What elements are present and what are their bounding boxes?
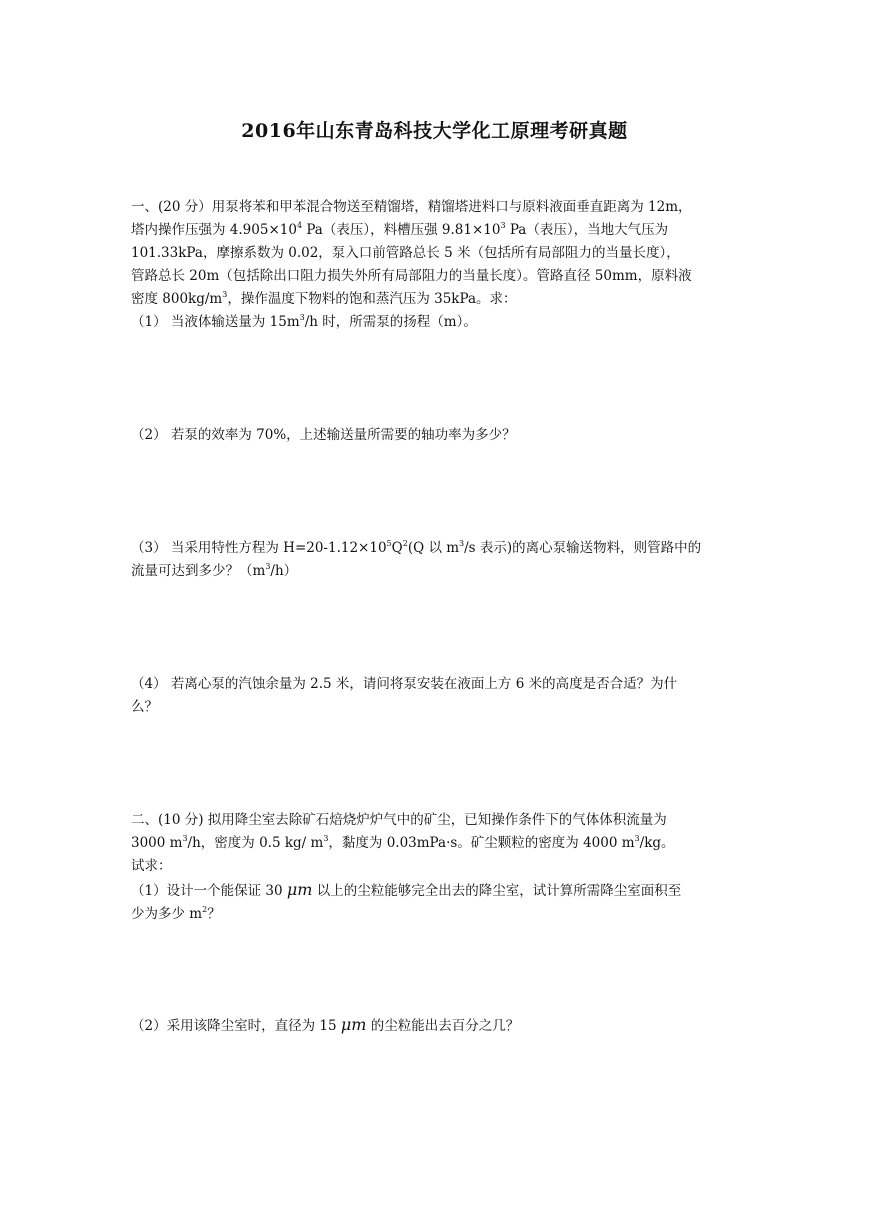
document-title: 2016年山东青岛科技大学化工原理考研真题 (241, 120, 628, 142)
q2-sub1-text-a: （1）设计一个能保证 30 (131, 883, 287, 899)
q1-subquestion-2: （2） 若泵的效率为 70%，上述输送量所需要的轴功率为多少？ (131, 427, 516, 443)
q2-line-2-text-b: /h，密度为 0.5 kg/ m (187, 835, 324, 851)
q1-line-2-text-a: 塔内操作压强为 4.905×10 (131, 222, 297, 238)
q1-line-5-text-b: ，操作温度下物料的饱和蒸汽压为 35kPa。求： (227, 291, 517, 307)
q1-line-2-text-b: Pa（表压），料槽压强 9.81×10 (302, 222, 501, 238)
q1-subquestion-3-line-2 (131, 560, 739, 583)
q1-line-2 (131, 219, 739, 242)
q2-subquestion-1-line-2 (131, 903, 739, 926)
q1-sub3-text-d: /s 表示)的离心泵输送物料，则管路中的 (464, 540, 702, 556)
q1-line-2-exponent-1: 4 (296, 221, 303, 230)
q1-sub3-exponent-1: 5 (386, 539, 392, 548)
q2-sub1-line-2-text-a: 少为多少 m (131, 906, 203, 922)
q1-sub3-line-2-text-a: 流量可达到多少？（m (131, 563, 266, 579)
q2-line-3: 试求： (131, 858, 172, 874)
q2-line-2-text-c: ，黏度为 0.03mPa·s。矿尘颗粒的密度为 4000 m (328, 835, 635, 851)
q1-sub3-line-2-exponent: 3 (265, 562, 271, 571)
q2-subquestion-2 (131, 1013, 739, 1038)
q2-line-2-exponent-2: 3 (323, 834, 329, 843)
question-1-sub-4 (131, 673, 739, 719)
q1-line-2-exponent-2: 3 (500, 221, 506, 230)
q1-subquestion-4-line-1: （4） 若离心泵的汽蚀余量为 2.5 米，请问将泵安装在液面上方 6 米的高度是否合适？为什 (131, 676, 678, 692)
q2-sub2-text-b: 的尘粒能出去百分之几？ (366, 1018, 520, 1034)
micrometer-unit: μm (340, 1015, 367, 1034)
q1-subquestion-3-line-1 (131, 537, 739, 560)
q1-sub1-text-b: /h 时，所需泵的扬程（m）。 (304, 314, 477, 330)
q1-sub3-text-b: Q (391, 540, 403, 556)
q2-line-1: 二、(10 分) 拟用降尘室去除矿石焙烧炉炉气中的矿尘，已知操作条件下的气体体积流量为 (131, 812, 667, 828)
q1-sub3-exponent-3: 3 (459, 539, 465, 548)
q1-line-2-text-c: Pa（表压），当地大气压为 (505, 222, 669, 238)
q2-line-2 (131, 832, 739, 855)
q1-sub3-text-a: （3） 当采用特性方程为 H=20-1.12×10 (131, 540, 387, 556)
q2-line-2-text-a: 3000 m (131, 835, 183, 851)
q1-sub3-text-c: (Q 以 m (407, 540, 460, 556)
q2-sub1-line-2-text-b: ？ (207, 906, 221, 922)
q2-line-2-text-d: /kg。 (639, 835, 675, 851)
q1-sub1-exponent: 3 (299, 313, 305, 322)
q2-subquestion-1-line-1 (131, 878, 739, 903)
q1-subquestion-4-line-2: 么？ (131, 699, 158, 715)
q2-line-2-exponent-1: 3 (182, 834, 188, 843)
q1-subquestion-1 (131, 311, 739, 334)
q1-line-1: 一、(20 分）用泵将苯和甲苯混合物送至精馏塔，精馏塔进料口与原料液面垂直距离为 12m， (131, 199, 692, 215)
q1-line-5-exponent: 3 (222, 290, 228, 299)
q1-line-4: 管路总长 20m（包括除出口阻力损失外所有局部阻力的当量长度）。管路直径 50mm，原料液 (131, 268, 692, 284)
q1-sub1-text-a: （1） 当液体输送量为 15m (131, 314, 300, 330)
q1-sub3-line-2-text-b: /h） (270, 563, 298, 579)
q1-line-3: 101.33kPa，摩擦系数为 0.02，泵入口前管路总长 5 米（包括所有局部阻力的当量长度）， (131, 245, 680, 261)
q1-sub3-exponent-2: 2 (402, 539, 408, 548)
q1-line-5 (131, 288, 739, 311)
question-2-statement (131, 809, 739, 926)
question-1-sub-2 (131, 424, 739, 447)
q2-sub2-text-a: （2）采用该降尘室时，直径为 15 (131, 1018, 341, 1034)
q2-sub1-text-b: 以上的尘粒能够完全出去的降尘室，试计算所需降尘室面积至 (312, 883, 682, 899)
q2-line-2-exponent-3: 3 (634, 834, 640, 843)
q1-line-5-text-a: 密度 800kg/m (131, 291, 223, 307)
micrometer-unit: μm (286, 880, 313, 899)
q2-sub1-line-2-exponent: 2 (202, 905, 208, 914)
question-1-sub-3 (131, 537, 739, 583)
question-2-sub-2 (131, 1013, 739, 1038)
question-1-statement (131, 196, 739, 334)
